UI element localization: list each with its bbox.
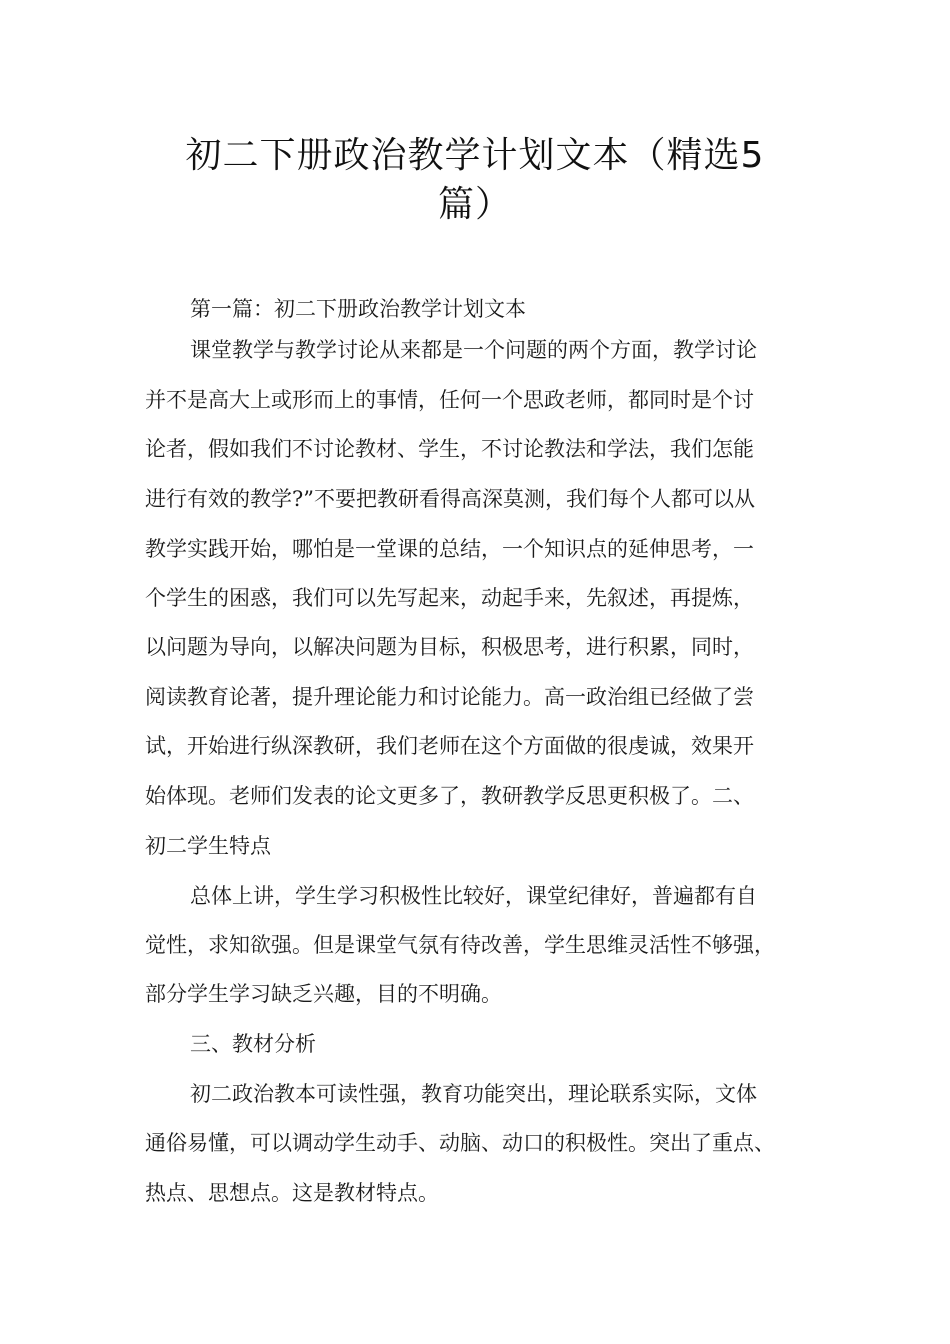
paragraph-line: 课堂教学与教学讨论从来都是一个问题的两个方面，教学讨论 (190, 338, 757, 362)
paragraph-line: 教学实践开始，哪怕是一堂课的总结，一个知识点的延伸思考，一 (145, 537, 754, 561)
section-heading-students: 初二学生特点 (145, 834, 271, 858)
paragraph-line: 总体上讲，学生学习积极性比较好，课堂纪律好，普遍都有自 (190, 884, 757, 908)
paragraph-line: 始体现。老师们发表的论文更多了，教研教学反思更积极了。二、 (145, 784, 754, 808)
paragraph-line: 热点、思想点。这是教材特点。 (145, 1181, 439, 1205)
section-heading-first: 第一篇：初二下册政治教学计划文本 (190, 297, 526, 321)
paragraph-line: 初二政治教本可读性强，教育功能突出，理论联系实际，文体 (190, 1082, 757, 1106)
paragraph-line: 部分学生学习缺乏兴趣，目的不明确。 (145, 982, 502, 1006)
section-heading-textbook: 三、教材分析 (190, 1032, 316, 1056)
paragraph-line: 进行有效的教学?”不要把教研看得高深莫测，我们每个人都可以从 (145, 487, 755, 511)
paragraph-line: 阅读教育论著，提升理论能力和讨论能力。高一政治组已经做了尝 (145, 685, 754, 709)
paragraph-line: 论者，假如我们不讨论教材、学生，不讨论教法和学法，我们怎能 (145, 437, 754, 461)
paragraph-line: 通俗易懂，可以调动学生动手、动脑、动口的积极性。突出了重点、 (145, 1131, 775, 1155)
paragraph-line: 个学生的困惑，我们可以先写起来，动起手来，先叙述，再提炼， (145, 586, 754, 610)
paragraph-line: 以问题为导向，以解决问题为目标，积极思考，进行积累，同时， (145, 635, 754, 659)
document-title-line-2: 篇） (437, 184, 512, 225)
paragraph-line: 并不是高大上或形而上的事情，任何一个思政老师，都同时是个讨 (145, 388, 754, 412)
document-title-line-1: 初二下册政治教学计划文本（精选5 (185, 135, 765, 176)
paragraph-line: 觉性，求知欲强。但是课堂气氛有待改善，学生思维灵活性不够强， (145, 933, 775, 957)
paragraph-line: 试，开始进行纵深教研，我们老师在这个方面做的很虔诚，效果开 (145, 734, 754, 758)
